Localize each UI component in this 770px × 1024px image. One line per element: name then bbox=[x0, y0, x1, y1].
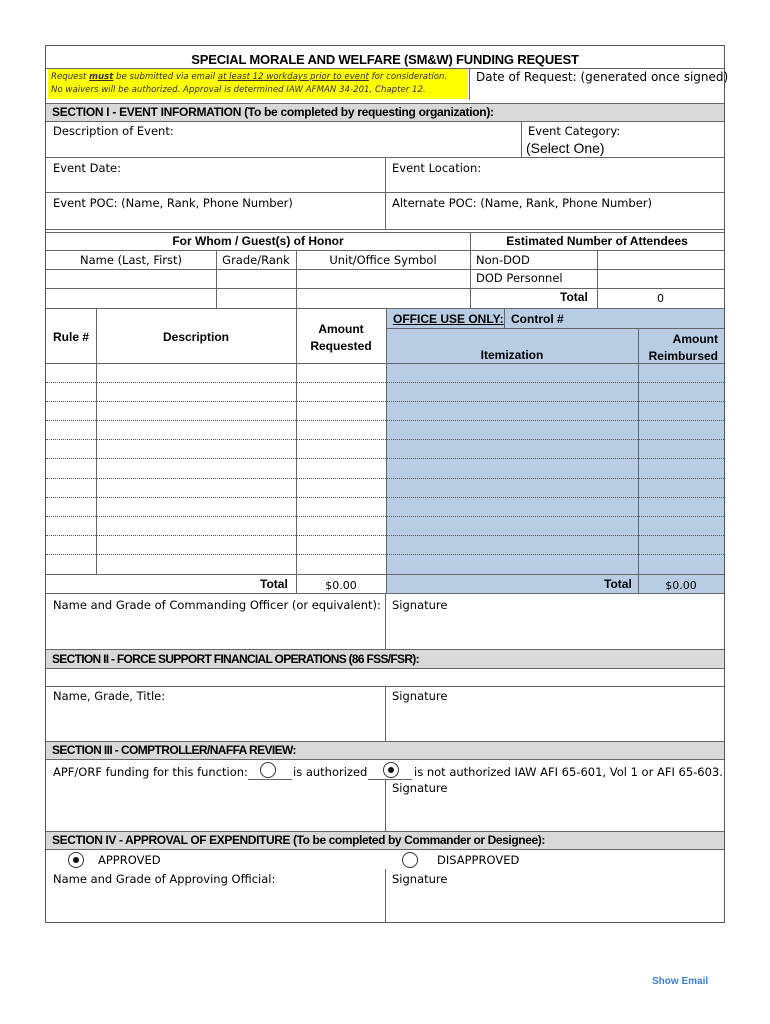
attendees-header: Estimated Number of Attendees bbox=[506, 234, 688, 248]
guest-unit-column: Unit/Office Symbol bbox=[329, 253, 437, 267]
guest-name-column: Name (Last, First) bbox=[79, 253, 183, 267]
requested-total-label: Total bbox=[260, 577, 288, 591]
show-email-link[interactable]: Show Email bbox=[652, 976, 709, 987]
fss-signature-label[interactable]: Signature bbox=[392, 689, 448, 703]
funding-request-form bbox=[45, 45, 729, 923]
amount-requested-column: Amount Requested bbox=[310, 322, 372, 353]
approving-official-label: Name and Grade of Approving Official: bbox=[53, 872, 276, 886]
authorized-radio[interactable] bbox=[260, 762, 276, 778]
not-authorized-label: is not authorized IAW AFI 65-601, Vol 1 or AFI 65-603. bbox=[414, 765, 723, 779]
amount-reimbursed-column: Amount Reimbursed bbox=[648, 332, 718, 363]
event-location-label: Event Location: bbox=[392, 161, 482, 175]
form-title: SPECIAL MORALE AND WELFARE (SM&W) FUNDING REQUEST bbox=[191, 52, 579, 67]
not-authorized-radio[interactable] bbox=[383, 762, 399, 778]
attendees-total-label: Total bbox=[560, 290, 588, 304]
funding-label: APF/ORF funding for this function: bbox=[53, 765, 248, 779]
guests-header: For Whom / Guest(s) of Honor bbox=[172, 234, 344, 248]
approval-signature-label[interactable]: Signature bbox=[392, 872, 448, 886]
attendees-total-value: 0 bbox=[657, 292, 664, 305]
description-of-event-label: Description of Event: bbox=[53, 124, 174, 138]
reimbursed-total-label: Total bbox=[604, 577, 632, 591]
comptroller-signature-label[interactable]: Signature bbox=[392, 781, 448, 795]
description-column: Description bbox=[162, 330, 229, 344]
control-number-label[interactable]: Control # bbox=[511, 312, 564, 326]
guest-grade-column: Grade/Rank bbox=[222, 253, 290, 267]
itemization-column: Itemization bbox=[480, 348, 544, 362]
commanding-officer-label: Name and Grade of Commanding Officer (or equivalent): bbox=[53, 598, 381, 612]
event-category-label: Event Category: bbox=[528, 124, 621, 138]
office-use-only-label: OFFICE USE ONLY: bbox=[393, 312, 504, 326]
section2-header: SECTION II - FORCE SUPPORT FINANCIAL OPERATIONS (86 FSS/FSR): bbox=[46, 650, 724, 668]
event-category-select[interactable]: (Select One) bbox=[526, 140, 605, 156]
section4-header: SECTION IV - APPROVAL OF EXPENDITURE (To be completed by Commander or Designee): bbox=[46, 832, 724, 849]
reimbursed-total-value: $0.00 bbox=[665, 579, 697, 592]
alternate-poc-label: Alternate POC: (Name, Rank, Phone Number) bbox=[392, 196, 653, 210]
disapproved-radio[interactable] bbox=[402, 852, 418, 868]
requested-total-value: $0.00 bbox=[325, 579, 357, 592]
attendees-dod-label: DOD Personnel bbox=[476, 271, 563, 285]
section3-header: SECTION III - COMPTROLLER/NAFFA REVIEW: bbox=[46, 742, 724, 759]
approved-radio[interactable] bbox=[68, 852, 84, 868]
rule-number-column: Rule # bbox=[52, 330, 89, 344]
section1-header: SECTION I - EVENT INFORMATION (To be completed by requesting organization): bbox=[46, 104, 724, 121]
event-date-label: Event Date: bbox=[53, 161, 121, 175]
fss-name-grade-title-label: Name, Grade, Title: bbox=[53, 689, 166, 703]
date-of-request[interactable]: Date of Request: (generated once signed) bbox=[476, 70, 729, 84]
submission-notice: Request must be submitted via email at least 12 workdays prior to event for consideration. No waivers will be authorized. Approval is determined IAW AFMAN 34-201, Chapter 12. bbox=[48, 69, 468, 99]
commander-signature-label[interactable]: Signature bbox=[392, 598, 448, 612]
authorized-label: is authorized bbox=[293, 765, 368, 779]
event-poc-label: Event POC: (Name, Rank, Phone Number) bbox=[53, 196, 293, 210]
approved-label: APPROVED bbox=[98, 853, 161, 867]
disapproved-label: DISAPPROVED bbox=[437, 853, 520, 867]
attendees-non-dod-label: Non-DOD bbox=[476, 253, 530, 267]
